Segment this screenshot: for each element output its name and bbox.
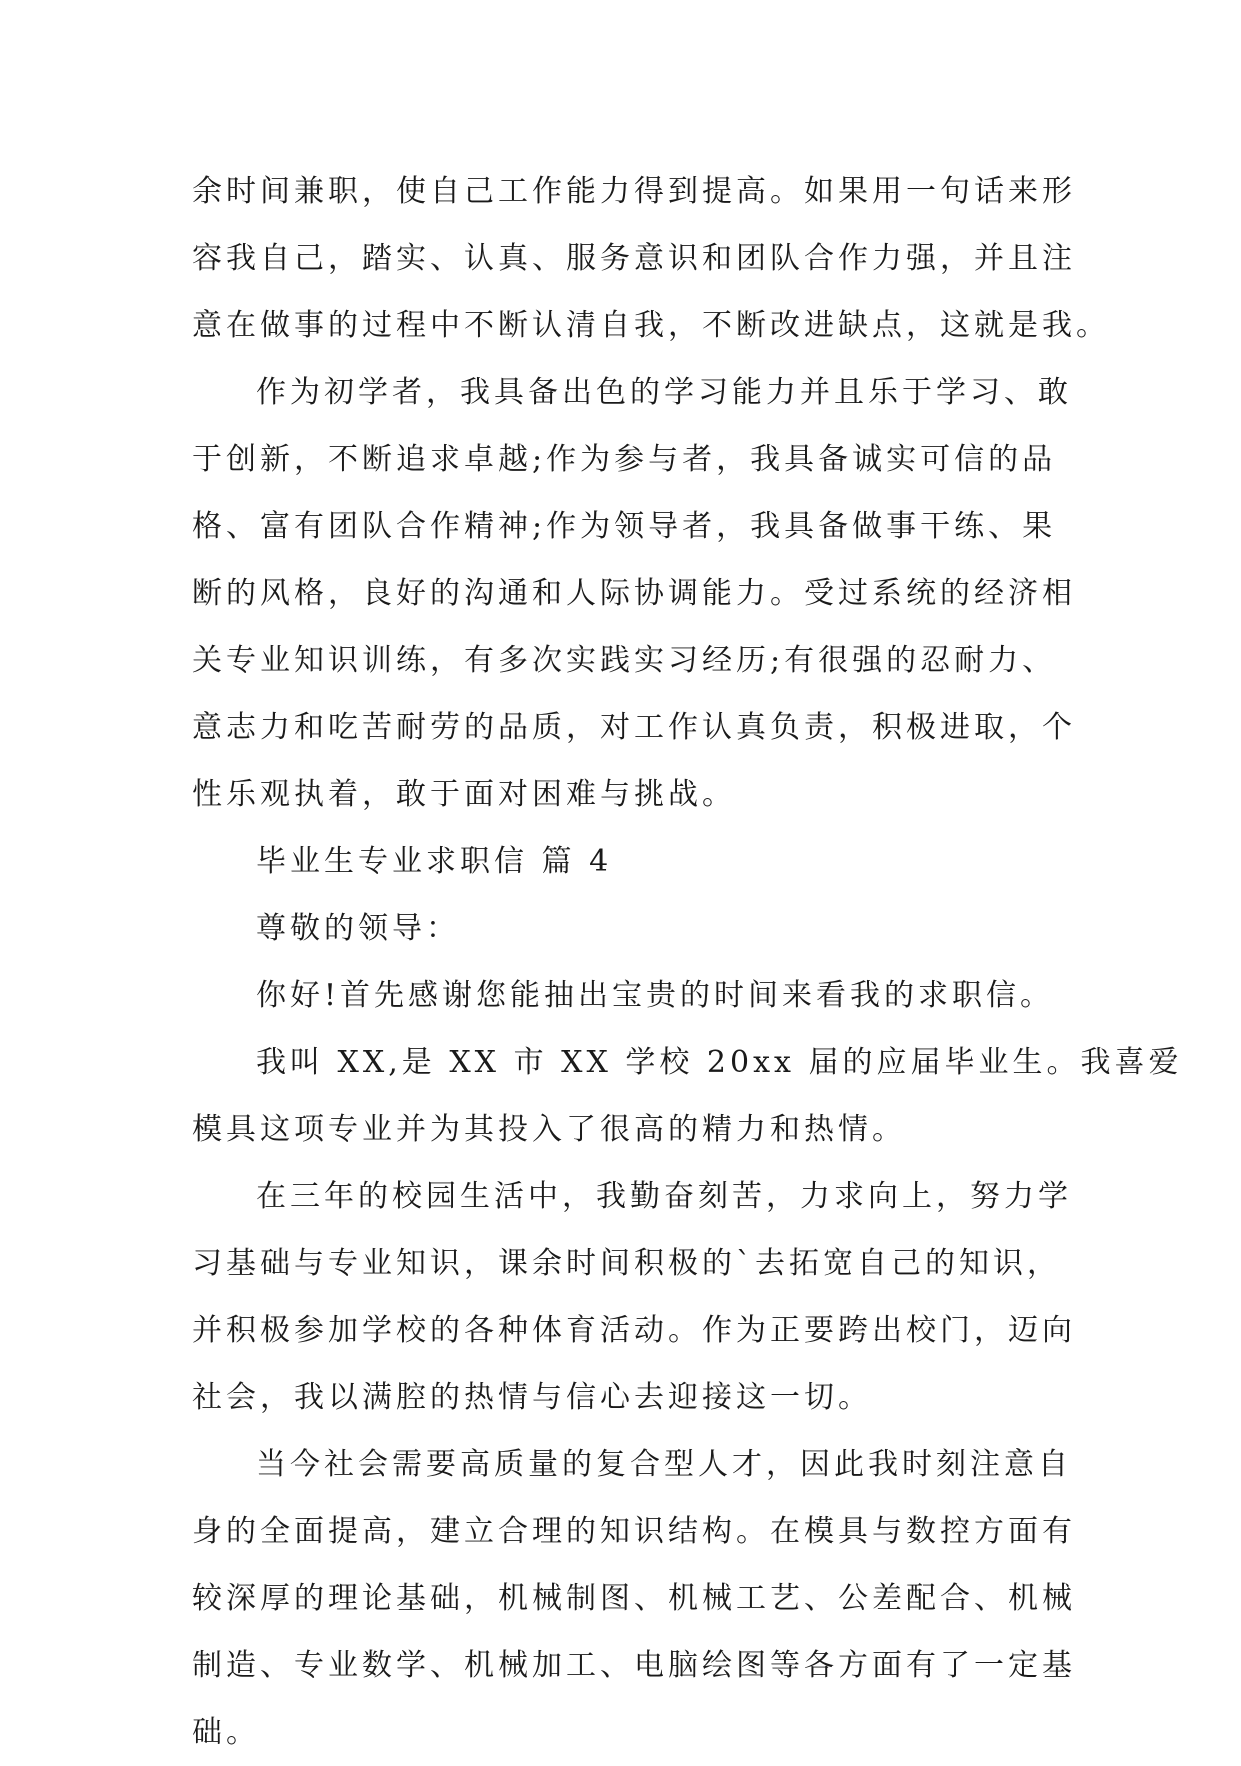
text-line: 关专业知识训练，有多次实践实习经历;有很强的忍耐力、 (192, 643, 1057, 678)
text-line: 于创新，不断追求卓越;作为参与者，我具备诚实可信的品 (192, 442, 1057, 477)
text-line: 格、富有团队合作精神;作为领导者，我具备做事干练、果 (192, 509, 1057, 544)
text-line: 毕业生专业求职信 篇 4 (256, 844, 613, 879)
text-line: 在三年的校园生活中，我勤奋刻苦，力求向上，努力学 (256, 1179, 1072, 1214)
text-line: 模具这项专业并为其投入了很高的精力和热情。 (192, 1112, 906, 1147)
text-line: 我叫 XX,是 XX 市 XX 学校 20xx 届的应届毕业生。我喜爱 (256, 1045, 1183, 1080)
text-line: 作为初学者，我具备出色的学习能力并且乐于学习、敢 (256, 375, 1072, 410)
text-line: 制造、专业数学、机械加工、电脑绘图等各方面有了一定基 (192, 1648, 1076, 1683)
text-line: 社会，我以满腔的热情与信心去迎接这一切。 (192, 1380, 872, 1415)
text-line: 础。 (192, 1715, 260, 1750)
text-line: 当今社会需要高质量的复合型人才，因此我时刻注意自 (256, 1447, 1072, 1482)
text-line: 性乐观执着，敢于面对困难与挑战。 (192, 777, 736, 812)
text-line: 容我自己，踏实、认真、服务意识和团队合作力强，并且注 (192, 241, 1076, 276)
text-line: 尊敬的领导： (256, 911, 460, 946)
letter-body (192, 158, 1183, 1766)
text-line: 并积极参加学校的各种体育活动。作为正要跨出校门，迈向 (192, 1313, 1076, 1348)
text-line: 意志力和吃苦耐劳的品质，对工作认真负责，积极进取，个 (192, 710, 1076, 745)
text-line: 意在做事的过程中不断认清自我，不断改进缺点，这就是我。 (192, 308, 1110, 343)
text-line: 断的风格，良好的沟通和人际协调能力。受过系统的经济相 (192, 576, 1076, 611)
text-line: 习基础与专业知识，课余时间积极的`去拓宽自己的知识， (192, 1246, 1061, 1281)
text-line: 较深厚的理论基础，机械制图、机械工艺、公差配合、机械 (192, 1581, 1076, 1616)
text-line: 余时间兼职，使自己工作能力得到提高。如果用一句话来形 (192, 174, 1076, 209)
text-line: 你好!首先感谢您能抽出宝贵的时间来看我的求职信。 (256, 978, 1055, 1013)
text-line: 身的全面提高，建立合理的知识结构。在模具与数控方面有 (192, 1514, 1076, 1549)
